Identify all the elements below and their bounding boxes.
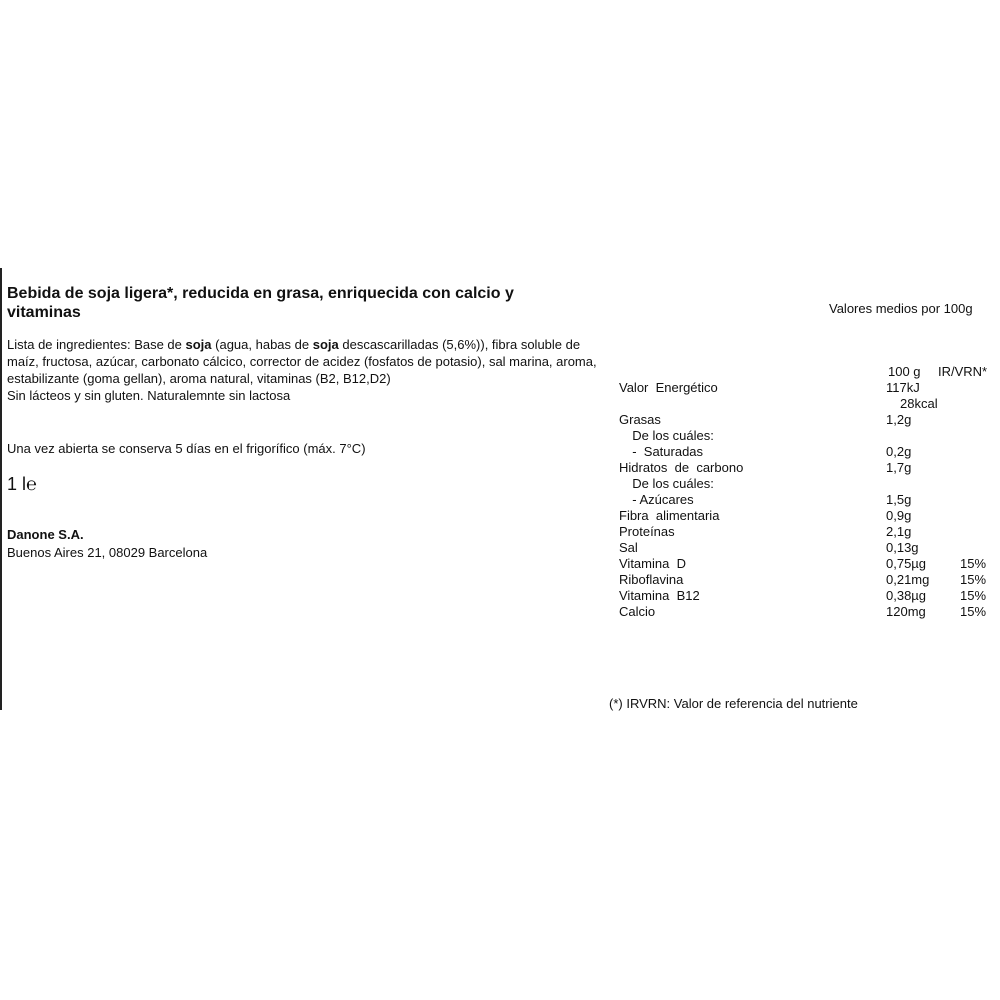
- left-border-rule: [0, 268, 2, 710]
- nutrient-value: 0,2g: [886, 444, 912, 459]
- nutrient-name: Vitamina B12: [619, 588, 700, 603]
- product-info: [7, 284, 597, 404]
- nutrient-name: Proteínas: [619, 524, 675, 539]
- nutrient-name: De los cuáles:: [625, 428, 714, 443]
- product-title-line-1: Bebida de soja ligera*, reducida en grasa, enriquecida con calcio y: [7, 285, 514, 302]
- nutrient-value: 0,75µg: [886, 556, 927, 571]
- nutrient-name: Hidratos de carbono: [619, 460, 744, 475]
- nutrient-value: 0,21mg: [886, 572, 930, 587]
- nutrient-ir: 15%: [960, 588, 987, 603]
- nutrient-name: Sal: [619, 540, 638, 555]
- ingredients-part-2: (agua, habas de: [211, 337, 313, 352]
- nutrient-name: Valor Energético: [619, 380, 718, 395]
- nutrient-ir: 15%: [960, 572, 987, 587]
- package-size: 1 l℮: [7, 474, 37, 494]
- nutrient-value: 0,38µg: [886, 588, 927, 603]
- storage-instructions: Una vez abierta se conserva 5 días en el frigorífico (máx. 7°C): [7, 441, 366, 456]
- nutrient-name: Vitamina D: [619, 556, 686, 571]
- nutrient-value: 0,13g: [886, 540, 919, 555]
- nutrient-value: 1,2g: [886, 412, 912, 427]
- nutrition-footnote: (*) IRVRN: Valor de referencia del nutriente: [609, 696, 858, 711]
- nutrient-value: 117kJ: [886, 380, 920, 395]
- product-title: [7, 284, 597, 322]
- nutrient-name: Riboflavina: [619, 572, 684, 587]
- nutrient-name: - Azúcares: [625, 492, 694, 507]
- company-name: Danone S.A.: [7, 527, 84, 542]
- nutrient-value: 1,5g: [886, 492, 912, 507]
- company-address: Buenos Aires 21, 08029 Barcelona: [7, 545, 208, 560]
- ingredients-part-3: descascarilladas (5,6%)), fibra soluble de maíz, fructosa, azúcar, carbonato cálcico, corrector de acidez (fosfatos de potasio), sal marina, aroma, estabilizante (goma gellan), aroma natural, vitaminas (B2, B12,D2): [7, 337, 597, 386]
- nutrient-ir: 15%: [960, 604, 987, 619]
- nutrition-header-note: Valores medios por 100g: [829, 301, 973, 316]
- allergen-note: Sin lácteos y sin gluten. Naturalemnte sin lactosa: [7, 388, 291, 403]
- nutrient-name: Calcio: [619, 604, 656, 619]
- column-header-ir: IR/VRN*: [938, 364, 988, 379]
- ingredients-list: [7, 336, 597, 404]
- nutrient-value: 1,7g: [886, 460, 912, 475]
- nutrient-name: - Saturadas: [625, 444, 704, 459]
- nutrient-value: 0,9g: [886, 508, 912, 523]
- nutrient-ir: 15%: [960, 556, 987, 571]
- product-title-line-2: vitaminas: [7, 304, 81, 321]
- allergen-soja-1: soja: [185, 337, 212, 352]
- column-header-100g: 100 g: [888, 364, 921, 379]
- nutrient-value: 28kcal: [900, 396, 938, 411]
- ingredients-label: Lista de ingredientes: Base de: [7, 337, 186, 352]
- nutrient-name: Grasas: [619, 412, 661, 427]
- nutrient-value: 120mg: [886, 604, 926, 619]
- nutrient-name: Fibra alimentaria: [619, 508, 720, 523]
- nutrient-name: De los cuáles:: [625, 476, 714, 491]
- allergen-soja-2: soja: [312, 337, 339, 352]
- nutrient-value: 2,1g: [886, 524, 912, 539]
